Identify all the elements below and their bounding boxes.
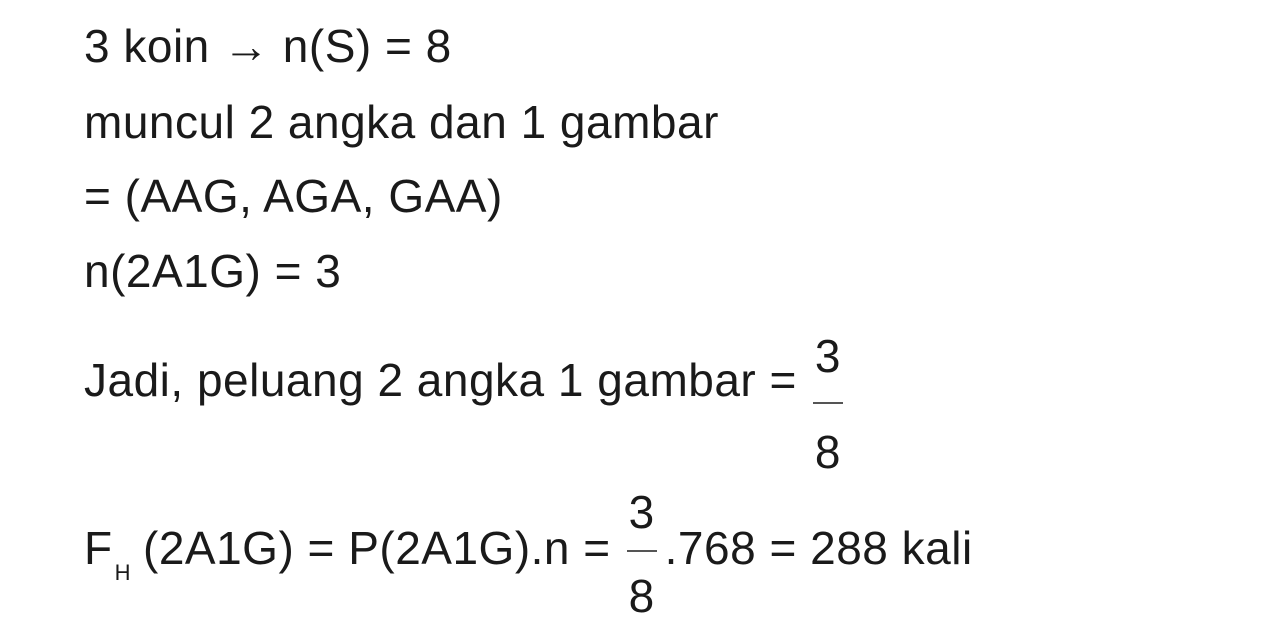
probability-line xyxy=(84,330,851,478)
event-description-line: muncul 2 angka dan 1 gambar xyxy=(84,96,719,148)
frequency-subscript: H xyxy=(114,560,131,585)
frequency-fraction xyxy=(619,486,665,622)
event-count-line: n(2A1G) = 3 xyxy=(84,245,342,297)
fraction-denominator: 8 xyxy=(814,426,841,478)
fraction-bar xyxy=(813,402,843,404)
fraction-denominator: 8 xyxy=(628,570,655,622)
probability-text: Jadi, peluang 2 angka 1 gambar = xyxy=(84,354,797,406)
frequency-symbol: F xyxy=(84,522,113,574)
fraction-numerator: 3 xyxy=(628,486,655,538)
sample-space-line: 3 koin → n(S) = 8 xyxy=(84,20,452,72)
fraction-bar xyxy=(627,550,657,552)
frequency-result: .768 = 288 kali xyxy=(664,522,973,574)
expected-frequency-line xyxy=(84,486,973,622)
event-outcomes-line: = (AAG, AGA, GAA) xyxy=(84,170,503,222)
frequency-formula: (2A1G) = P(2A1G).n = xyxy=(143,522,611,574)
probability-fraction xyxy=(805,330,851,478)
fraction-numerator: 3 xyxy=(814,330,841,382)
